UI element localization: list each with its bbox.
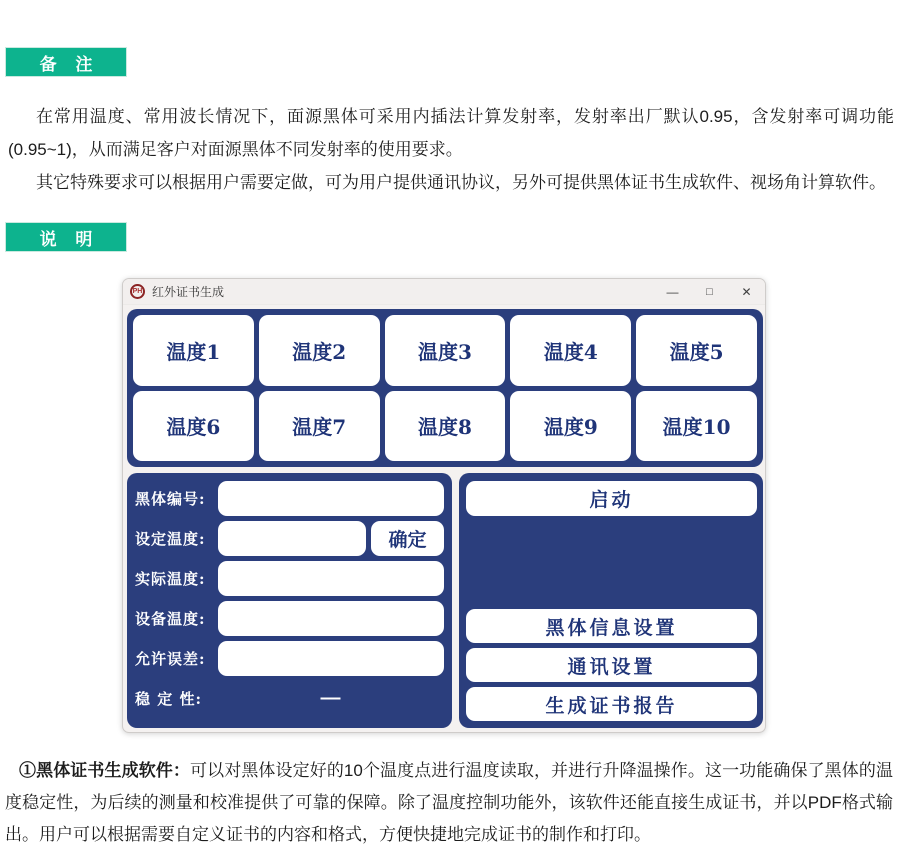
blackbody-number-label: 黑体编号: [135, 490, 206, 508]
field-row-stability [135, 681, 444, 716]
notes-paragraph-1: 在常用温度、常用波长情况下，面源黑体可采用内插法计算发射率，发射率出厂默认0.95，含发射率可调功能(0.95~1)，从而满足客户对面源黑体不同发射率的使用要求。 [8, 107, 894, 159]
footnote-body: 可以对黑体设定好的10个温度点进行温度读取，并进行升降温操作。这一功能确保了黑体的温度稳定性，为后续的测量和校准提供了可靠的保障。除了温度控制功能外，该软件还能直接生成证书，并以PDF格式输出。用户可以根据需要自定义证书的内容和格式，方便快捷地完成证书的制作和打印。 [5, 761, 893, 844]
device-temperature-label: 设备温度: [135, 610, 206, 628]
window-controls [654, 279, 765, 304]
actual-temperature-input[interactable] [218, 561, 444, 596]
field-row-device-temperature [135, 601, 444, 636]
actions-panel [459, 473, 763, 728]
generate-certificate-report-button[interactable]: 生成证书报告 [466, 687, 757, 721]
stability-value: — [320, 687, 342, 709]
temp-button-8[interactable]: 温度8 [385, 391, 506, 462]
window-title: 红外证书生成 [152, 285, 225, 299]
field-row-blackbody-number [135, 481, 444, 516]
measurement-fields-panel [127, 473, 452, 728]
window-titlebar [123, 279, 765, 305]
temp-button-2[interactable]: 温度2 [259, 315, 380, 386]
temp-button-1[interactable]: 温度1 [133, 315, 254, 386]
notes-section-badge: 备 注 [5, 47, 127, 77]
app-logo-icon: PH [130, 284, 145, 299]
field-row-allowed-error [135, 641, 444, 676]
field-row-actual-temperature [135, 561, 444, 596]
confirm-button[interactable]: 确定 [371, 521, 444, 556]
temp-button-10[interactable]: 温度10 [636, 391, 757, 462]
certificate-app-window [122, 278, 766, 733]
set-temperature-input[interactable] [218, 521, 366, 556]
actual-temperature-label: 实际温度: [135, 570, 206, 588]
set-temperature-label: 设定温度: [135, 530, 206, 548]
field-row-set-temperature [135, 521, 444, 556]
blackbody-info-settings-button[interactable]: 黑体信息设置 [466, 609, 757, 643]
notes-paragraph-2: 其它特殊要求可以根据用户需要定做，可为用户提供通讯协议，另外可提供黑体证书生成软件、视场角计算软件。 [36, 173, 886, 192]
minimize-icon[interactable]: — [666, 284, 679, 299]
maximize-icon[interactable]: □ [706, 285, 713, 298]
stability-label: 稳 定 性: [135, 690, 202, 708]
allowed-error-input[interactable] [218, 641, 444, 676]
blackbody-number-input[interactable] [218, 481, 444, 516]
footnote-lead: ①黑体证书生成软件： [19, 761, 191, 780]
device-temperature-input[interactable] [218, 601, 444, 636]
description-section-badge: 说 明 [5, 222, 127, 252]
communication-settings-button[interactable]: 通讯设置 [466, 648, 757, 682]
allowed-error-label: 允许误差: [135, 650, 206, 668]
temp-button-6[interactable]: 温度6 [133, 391, 254, 462]
temp-button-4[interactable]: 温度4 [510, 315, 631, 386]
temp-button-9[interactable]: 温度9 [510, 391, 631, 462]
temperature-buttons-panel [127, 309, 763, 467]
temp-button-7[interactable]: 温度7 [259, 391, 380, 462]
software-footnote [5, 755, 893, 851]
close-icon[interactable]: ✕ [741, 284, 752, 299]
temp-button-3[interactable]: 温度3 [385, 315, 506, 386]
start-button[interactable]: 启动 [466, 481, 757, 516]
temp-button-5[interactable]: 温度5 [636, 315, 757, 386]
